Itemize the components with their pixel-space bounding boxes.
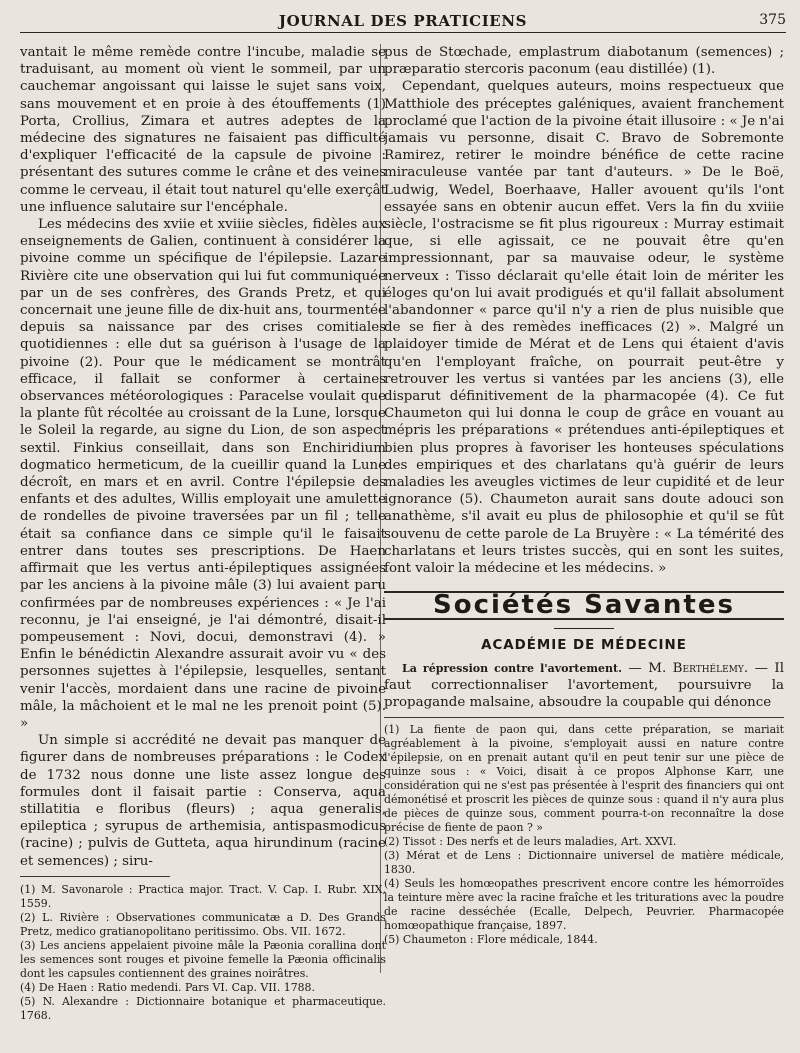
left-paragraph-2: Les médecins des xviie et xviiie siècles, fidèles aux enseignements de Galien, continuent à considérer la pivoine comme un spécifique de l'épilepsie. Lazare Rivière cite une observation qui lui fut communiquée par un de ses confrères, des Grands Pretz, et qui concernait une jeune fille de dix-huit ans, tourmentée depuis sa naissance par des crises comitiales quotidiennes : elle dut sa guérison à l'usage de la pivoine (2). Pour que le médicament se montrât efficace, il fallait se conformer à certaines observances météorologiques : Paracelse voulait que la plante fût récoltée au croissant de la Lune, lorsque le Soleil la regarde, au signe du Lion, de son aspect sextil. Finkius conseillait, dans son Enchiridium dogmatico hermeticum, de la cueillir quand la Lune décroît, en mars et en avril. Contre l'épilepsie des enfants et des adultes, Willis employait une amulette de rondelles de pivoine traversées par un fil ; telle était sa confiance dans ce simple qu'il le faisait entrer dans toutes ses prescriptions. De Haen affirmait que les vertus anti-épileptiques assignées par les anciens à la pivoine mâle (3) lui avaient paru confirmées par de nombreuses expériences : « Je l'ai reconnu, je l'ai enseigné, je l'ai démontré, disait-il pompeusement : Novi, docui, demonstravi (4). » Enfin le bénédictin Alexandre assurait avoir vu « des personnes sujettes à l'épilepsie, lesquelles, sentant venir l'accès, mordaient dans une racine de pivoine mâle, la mâchoient et le mal ne les prenoit point (5). » (20, 217, 386, 731)
right-column (384, 44, 784, 1043)
academy-text: — Il faut correctionnaliser l'avortement, poursuivre la propagande malsaine, absoudre la coupable qui dénonce (384, 660, 784, 711)
right-footnote-2: (2) Tissot : Des nerfs et de leurs maladies, Art. XXVI. (384, 835, 677, 849)
page-number: 375 (759, 12, 786, 28)
right-footnote-1: (1) La fiente de paon qui, dans cette préparation, se mariait agréablement à la pivoine, s'employait aussi en nature contre l'épilepsie, on en prenait autant qu'il en peut tenir sur une pièce de quinze sous : « Voici, disait à ce propos Alphonse Karr, une considération qui ne s'est pas présentée à l'esprit des financiers qui ont démonétisé et proscrit les pièces de quinze sous : quand il n'y aura plus de pièces de quinze sous, comment pourra-t-on reconnaître la dose précise de fiente de paon ? » (384, 723, 784, 835)
left-paragraph-3: Un simple si accrédité ne devait pas manquer de figurer dans de nombreuses préparations : le Codex de 1732 nous donne une liste assez longue des formules dont il faisait partie : Conserva, aqua stillatitia e floribus (fleurs) ; aqua generalis, epileptica ; syrupus de arthemisia, antispasmodicus (racine) ; pulvis de Gutteta, aqua hirundinum (racine et semences) ; siru- (20, 733, 386, 869)
right-footnote-3: (3) Mérat et de Lens : Dictionnaire universel de matière médicale, 1830. (384, 849, 784, 877)
academy-subhead: La répression contre l'avortement. (402, 661, 622, 675)
academy-heading: ACADÉMIE DE MÉDECINE (481, 637, 687, 653)
footnote-separator (20, 876, 170, 877)
left-footnote-3: (3) Les anciens appelaient pivoine mâle la Pæonia corallina dont les semences sont rouges et pivoine femelle la Pæonia officinalis dont les capsules contiennent des graines noirâtres. (20, 938, 386, 980)
short-rule (554, 628, 614, 629)
section-title: Sociétés Savantes (384, 591, 784, 619)
left-footnote-4: (4) De Haen : Ratio medendi. Pars VI. Cap. VII. 1788. (20, 980, 315, 994)
academy-paragraph: La répression contre l'avortement. — M. Berthélemy. — Il faut correctionnaliser l'avortement, poursuivre la propagande malsaine, absoudre la coupable qui dénonce (384, 660, 784, 711)
left-footnote-5: (5) N. Alexandre : Dictionnaire botanique et pharmaceutique. 1768. (20, 994, 386, 1022)
journal-title: JOURNAL DES PRATICIENS (278, 12, 528, 30)
right-paragraph-1: pus de Stœchade, emplastrum diabotanum (semences) ; præparatio stercoris paconum (eau distillée) (1). (384, 45, 784, 78)
right-paragraph-2: Cependant, quelques auteurs, moins respectueux que Matthiole des préceptes galéniques, avaient franchement proclamé que l'action de la pivoine était illusoire : « Je n'ai jamais vu personne, disait C. Bravo de Sobremonte Ramirez, retirer le moindre bénéfice de cette racine miraculeuse vantée par tant d'auteurs. » De le Boë, Ludwig, Wedel, Boerhaave, Haller avouent qu'ils l'ont essayée sans en obtenir aucun effet. Vers la fin du xviiie siècle, l'ostracisme se fit plus rigoureux : Murray estimait que, si elle agissait, ce ne pouvait être qu'en impressionnant, par sa mauvaise odeur, le système nerveux : Tisso déclarait qu'elle était loin de mériter les éloges qu'on lui avait prodigués et qu'il fallait absolument l'abandonner « parce qu'il n'y a rien de plus nuisible que de se fier à des remèdes inefficaces (2) ». Malgré un plaidoyer timide de Mérat et de Lens qui étaient d'avis qu'en l'employant fraîche, on pourrait peut-être y retrouver les vertus si vantées par les anciens (3), elle disparut définitivement de la pharmacopée (4). Ce fut Chaumeton qui lui donna le coup de grâce en vouant au mépris les préparations « prétendues anti-épileptiques et bien plus propres à favoriser les honteuses spéculations des empiriques et des charlatans qu'à guérir de leurs maladies les aveugles victimes de leur cupidité et de leur ignorance (5). Chaumeton aurait sans doute adouci son anathème, s'il avait eu plus de philosophie et qu'il se fût souvenu de cette parole de La Bruyère : « La témérité des charlatans et leurs tristes succès, qui en sont les suites, font valoir la médecine et les médecins. » (384, 79, 784, 577)
left-paragraph-1: vantait le même remède contre l'incube, maladie se traduisant, au moment où vient le sommeil, par un cauchemar angoissant qui laisse le sujet sans voix, sans mouvement et en proie à des étouffements (1) Porta, Crollius, Zimara et autres adeptes de la médecine des signatures ne faisaient pas difficulté d'expliquer l'efficacité de la capsule de pivoine : présentant des sutures comme le crâne et des veines comme le cerveau, il était tout naturel qu'elle exerçât une influence salutaire sur l'encéphale. (20, 45, 386, 215)
left-column (20, 44, 386, 1043)
right-footnote-4: (4) Seuls les homœopathes prescrivent encore contre les hémorroïdes la teinture mère avec la racine fraîche et les triturations avec la poudre de racine desséchée (Ecalle, Delpech, Peuvrier. Pharmacopée homœopathique française, 1897. (384, 877, 784, 933)
right-footnote-separator (384, 717, 784, 718)
left-footnote-1: (1) M. Savonarole : Practica major. Tract. V. Cap. I. Rubr. XIX, 1559. (20, 882, 386, 910)
right-footnote-5: (5) Chaumeton : Flore médicale, 1844. (384, 933, 598, 947)
academy-author: M. Berthélemy. (648, 660, 749, 676)
page-header (20, 8, 786, 33)
left-footnote-2: (2) L. Rivière : Observationes communicatæ a D. Des Grands Pretz, medico gratianopolitano peritissimo. Obs. VII. 1672. (20, 910, 386, 938)
